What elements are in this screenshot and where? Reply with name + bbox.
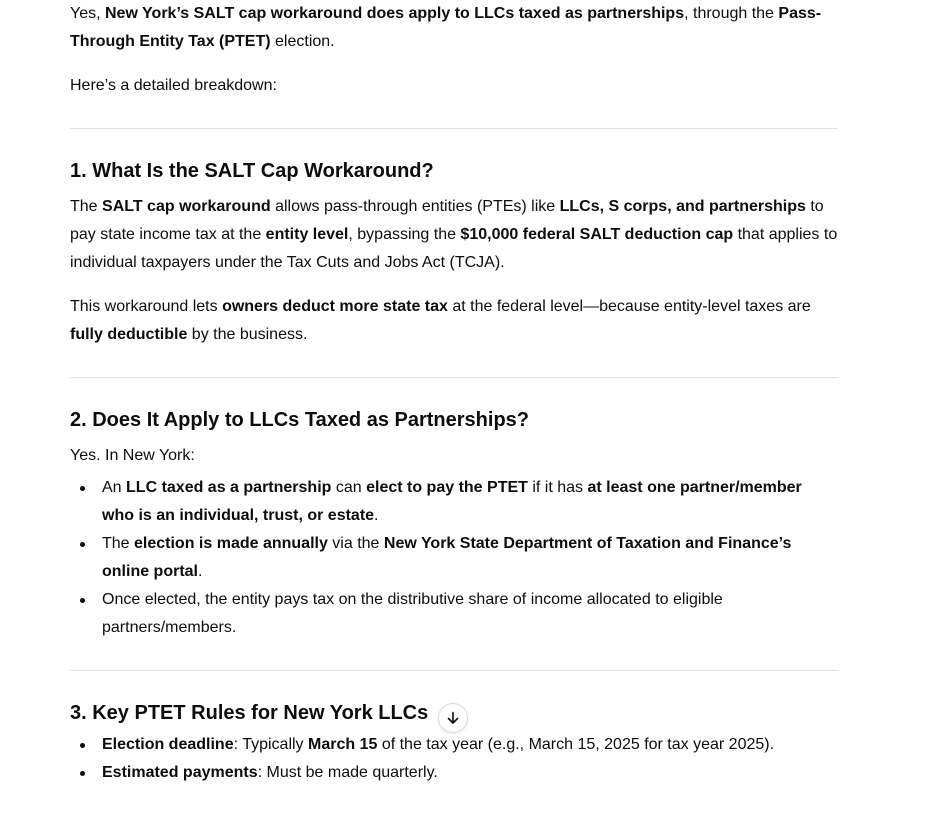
bold-text: at least one partner/member who is an individual, trust, or estate: [102, 479, 802, 524]
intro-breakdown: Here’s a detailed breakdown:: [70, 77, 277, 94]
text: .: [198, 563, 203, 580]
bold-text: owners deduct more state tax: [222, 298, 448, 315]
list-item: [70, 759, 838, 787]
bold-text: SALT cap workaround: [102, 198, 271, 215]
intro-paragraph: [70, 0, 838, 56]
bold-text: elect to pay the PTET: [366, 479, 528, 496]
section-divider: [70, 670, 838, 671]
scroll-to-bottom-button[interactable]: [438, 703, 468, 733]
bold-text: $10,000 federal SALT deduction cap: [460, 226, 734, 243]
section-divider: [70, 377, 838, 378]
text: by the business.: [187, 326, 308, 343]
text: allows pass-through entities (PTEs) like: [270, 198, 560, 215]
text: of the tax year (e.g., March 15, 2025 for tax year 2025).: [377, 736, 775, 753]
text: Yes,: [70, 5, 105, 22]
text: Once elected, the entity pays tax on the distributive share of income allocated to eligible partners/members.: [102, 591, 723, 636]
bold-text: March 15: [308, 736, 378, 753]
text: if it has: [527, 479, 588, 496]
list-item: [70, 530, 838, 586]
arrow-down-icon: [445, 710, 461, 726]
text: to pay state income tax at the: [70, 198, 824, 243]
bold-text: election is made annually: [134, 535, 328, 552]
section2-list: [70, 474, 838, 642]
bold-text: LLC taxed as a partnership: [126, 479, 332, 496]
text: : Typically: [233, 736, 308, 753]
bold-text: New York’s SALT cap workaround does apply to LLCs taxed as partnerships: [105, 5, 685, 22]
text: can: [331, 479, 367, 496]
text: at the federal level—because entity-level taxes are: [447, 298, 811, 315]
text: An: [102, 479, 127, 496]
section1-paragraph-1: [70, 193, 838, 277]
list-item: [70, 474, 838, 530]
section-divider: [70, 128, 838, 129]
section-heading-1: 1. What Is the SALT Cap Workaround?: [70, 160, 434, 182]
bold-text: fully deductible: [70, 326, 188, 343]
bold-text: New York State Department of Taxation and Finance’s online portal: [102, 535, 792, 580]
section-heading-2: 2. Does It Apply to LLCs Taxed as Partnerships?: [70, 409, 529, 431]
bold-text: Pass-Through Entity Tax (PTET): [70, 5, 822, 50]
bold-text: Election deadline: [102, 736, 234, 753]
section-heading-3: 3. Key PTET Rules for New York LLCs: [70, 702, 429, 724]
text: election.: [270, 33, 335, 50]
section1-paragraph-2: [70, 293, 838, 349]
section2-lead: Yes. In New York:: [70, 447, 195, 464]
text: via the: [327, 535, 384, 552]
text: : Must be made quarterly.: [257, 764, 438, 781]
section3-list: [70, 731, 838, 787]
list-item: [70, 586, 838, 642]
bold-text: Estimated payments: [102, 764, 258, 781]
text: , bypassing the: [348, 226, 461, 243]
list-item: [70, 731, 838, 759]
text: The: [102, 535, 135, 552]
bold-text: LLCs, S corps, and partnerships: [559, 198, 806, 215]
text: The: [70, 198, 103, 215]
bold-text: entity level: [265, 226, 349, 243]
text: .: [374, 507, 379, 524]
text: , through the: [684, 5, 779, 22]
text: This workaround lets: [70, 298, 223, 315]
text: that applies to individual taxpayers under the Tax Cuts and Jobs Act (TCJA).: [70, 226, 838, 271]
